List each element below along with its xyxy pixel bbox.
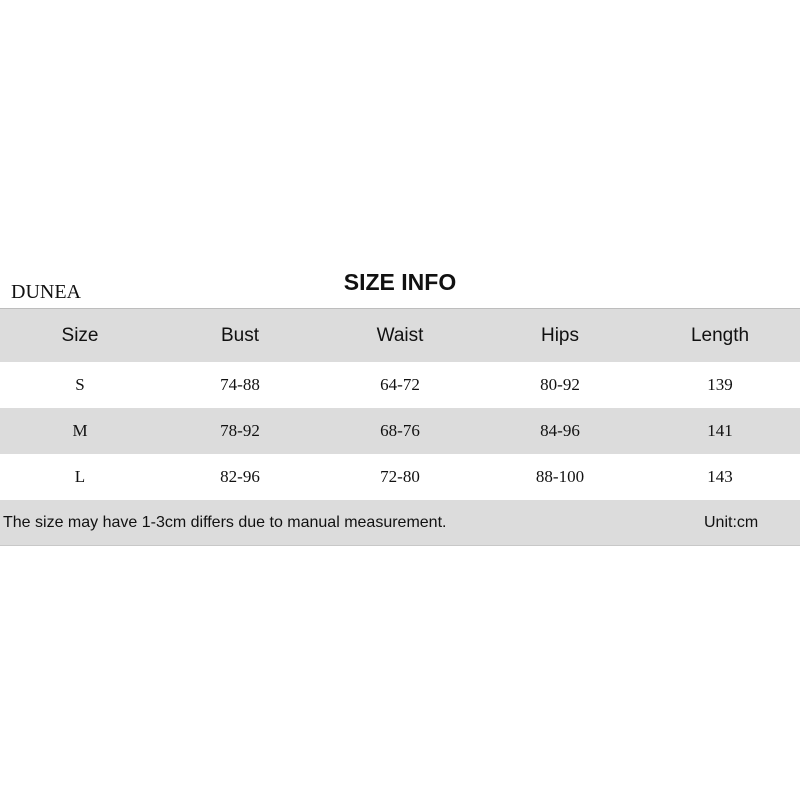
table-header-row — [0, 308, 800, 362]
header-bust: Bust — [220, 324, 260, 346]
cell-hips: 80-92 — [540, 375, 580, 394]
header-length: Length — [690, 324, 750, 346]
size-table — [0, 308, 800, 546]
cell-length: 143 — [707, 467, 733, 486]
header-waist: Waist — [376, 324, 424, 346]
cell-size: L — [74, 467, 86, 486]
cell-hips: 88-100 — [535, 467, 585, 486]
cell-size: M — [72, 421, 88, 440]
cell-bust: 74-88 — [220, 375, 260, 394]
header-hips: Hips — [540, 324, 579, 346]
cell-bust: 78-92 — [220, 421, 260, 440]
table-footer — [0, 500, 800, 546]
page-title: SIZE INFO — [343, 269, 457, 295]
brand-name: DUNEA — [11, 281, 81, 303]
cell-bust: 82-96 — [220, 467, 260, 486]
cell-waist: 64-72 — [380, 375, 420, 394]
measurement-note: The size may have 1-3cm differs due to manual measurement. — [3, 513, 447, 531]
header-size: Size — [61, 324, 99, 346]
table-row — [0, 408, 800, 454]
cell-size: S — [75, 375, 85, 394]
cell-length: 139 — [707, 375, 733, 394]
cell-length: 141 — [707, 421, 733, 440]
table-row — [0, 454, 800, 500]
unit-label: Unit:cm — [704, 513, 759, 531]
table-row — [0, 362, 800, 408]
cell-hips: 84-96 — [540, 421, 580, 440]
cell-waist: 72-80 — [380, 467, 420, 486]
cell-waist: 68-76 — [380, 421, 420, 440]
